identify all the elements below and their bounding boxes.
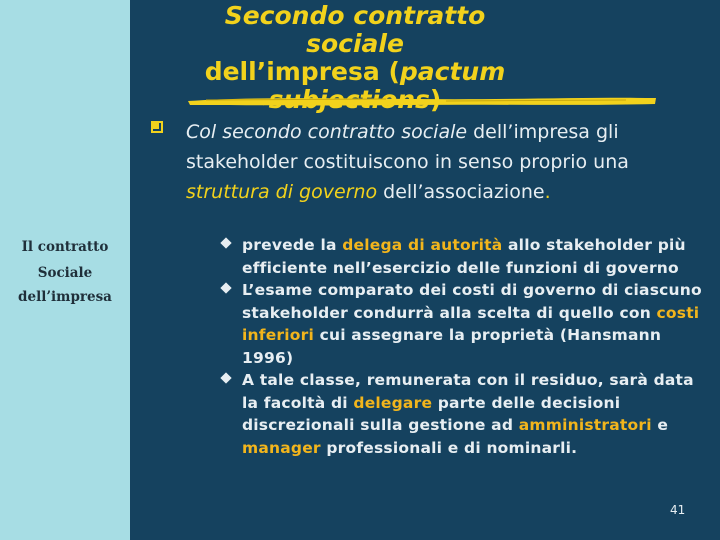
sub-point-3-highlight3: manager (242, 438, 321, 457)
main-point (186, 117, 706, 207)
sub-point-text (242, 279, 704, 369)
sub-bullet-list (222, 234, 704, 459)
sub-point-text (242, 234, 704, 279)
sub-point-3-highlight2: amministratori (518, 416, 652, 434)
sub-point-1-part1: prevede la (242, 236, 343, 254)
list-item (222, 234, 704, 279)
diamond-bullet-icon (220, 372, 231, 383)
diamond-bullet-icon (220, 237, 231, 248)
page-number: 41 (670, 503, 686, 517)
sidebar-label-line3: dell’impresa (18, 289, 112, 305)
title-line1: Secondo contratto sociale (224, 1, 486, 58)
sub-point-3-part4: professionali e di nominarli. (320, 438, 578, 457)
main-point-period: . (544, 181, 551, 203)
diamond-bullet-icon (220, 282, 231, 293)
main-point-part2: dell’impresa gli stakeholder costituiscono in senso proprio una (186, 121, 629, 173)
sub-point-text (242, 369, 704, 459)
title-latin-part1: pactum (399, 57, 506, 86)
title-brush-underline (186, 94, 658, 108)
sub-point-1-part2: allo stakeholder più efficiente nell’esercizio delle funzioni di governo (242, 236, 686, 277)
title-line2-start: dell’impresa (204, 57, 389, 86)
main-point-part4: dell’associazione (377, 181, 545, 203)
sidebar-label-line1: Il contratto (21, 239, 109, 255)
sub-point-3-part1: A tale classe, remunerata con il residuo, sarà data la facoltà di (242, 371, 694, 412)
square-bullet-icon (150, 120, 166, 136)
main-point-highlight: struttura di governo (186, 181, 378, 203)
sub-point-3-part3: e (651, 416, 669, 434)
sub-point-1-highlight: delega di autorità (342, 236, 503, 254)
left-sidebar (0, 0, 130, 540)
sub-point-3-highlight1: delegare (353, 393, 433, 412)
sidebar-label-line2: Sociale (37, 265, 93, 281)
title-line2 (180, 58, 530, 86)
title-paren-open: ( (388, 57, 400, 86)
list-item (222, 369, 704, 459)
sub-point-3-part2: parte delle decisioni discrezionali sulla gestione ad (242, 393, 621, 434)
sub-point-2-part1: L’esame comparato dei costi di governo di ciascuno stakeholder condurrà alla scelta di quello con (242, 281, 702, 322)
list-item (222, 279, 704, 369)
main-point-part1: Col secondo contratto sociale (186, 121, 468, 143)
sub-point-2-part2: cui assegnare la proprietà (Hansmann 1996) (242, 326, 662, 367)
sub-point-2-highlight: costi inferiori (242, 303, 700, 344)
